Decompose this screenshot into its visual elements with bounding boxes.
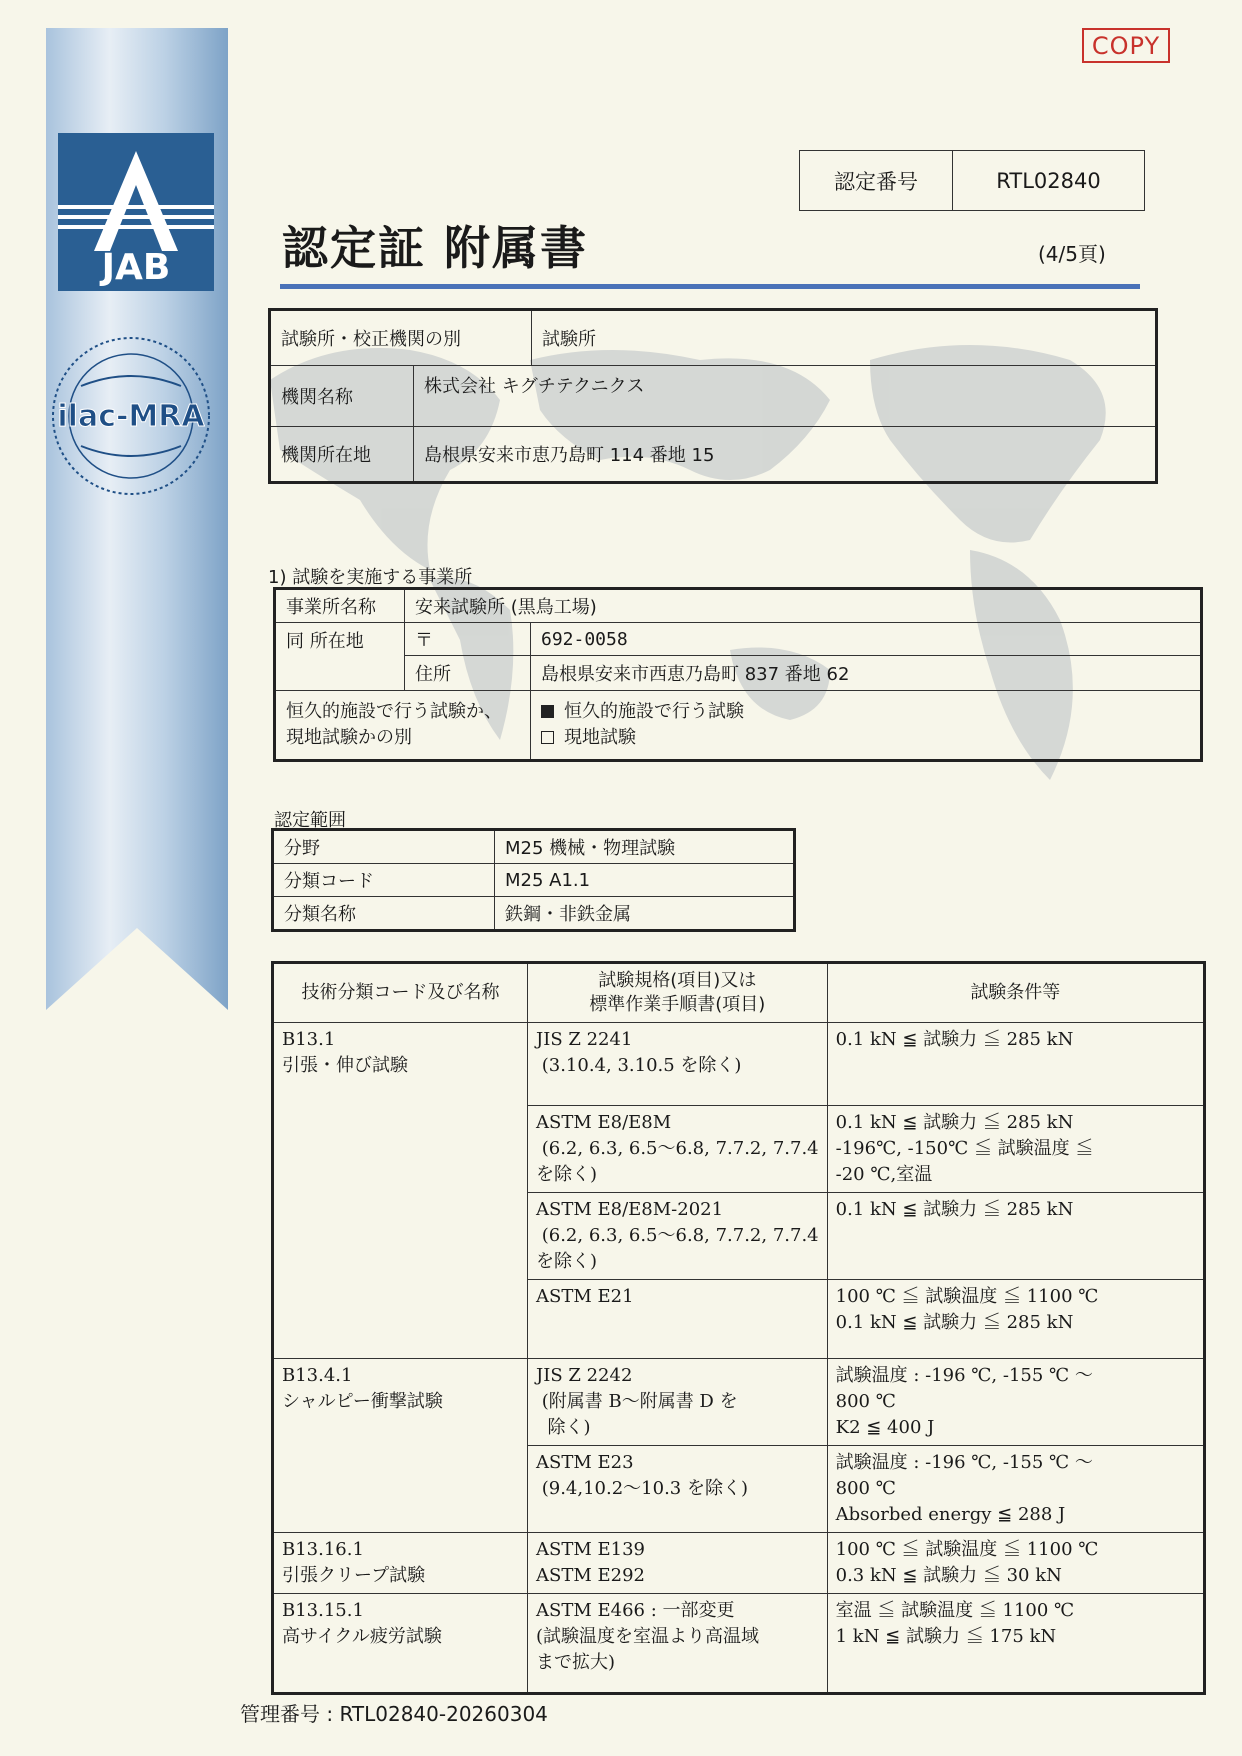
table-row (273, 1533, 1205, 1594)
tests-body (273, 1023, 1205, 1694)
scope-table (271, 828, 796, 932)
standard-cell (528, 1359, 828, 1446)
standard-cell (528, 1023, 828, 1106)
site-name-label: 事業所名称 (275, 589, 405, 623)
organization-table (268, 308, 1158, 484)
tech-name: 引張クリープ試験 (282, 1565, 426, 1586)
standard-line: を除く) (536, 1164, 598, 1185)
site-section-heading: 1) 試験を実施する事業所 (268, 567, 473, 588)
header-standard (528, 963, 828, 1023)
management-number: 管理番号 : RTL02840-20260304 (240, 1702, 548, 1726)
table-row (275, 656, 1202, 691)
option-permanent-label: 恒久的施設で行う試験 (564, 701, 744, 722)
unchecked-box-icon (541, 731, 554, 744)
condition-line: 0.1 kN ≦ 試験力 ≦ 285 kN (835, 1029, 1074, 1050)
table-row (270, 427, 1157, 483)
condition-line: K2 ≦ 400 J (835, 1417, 935, 1438)
standard-cell (528, 1280, 828, 1359)
scope-heading: 認定範囲 (274, 810, 346, 831)
standard-line: (試験温度を室温より高温域 (536, 1626, 760, 1647)
header-tech-code: 技術分類コード及び名称 (273, 963, 528, 1023)
site-table (273, 587, 1203, 762)
site-address-label: 住所 (405, 656, 531, 691)
org-name-value: 株式会社 キグチテクニクス (414, 366, 1157, 427)
condition-line: 0.3 kN ≦ 試験力 ≦ 30 kN (835, 1565, 1062, 1586)
condition-cell (827, 1280, 1204, 1359)
standard-line: 除く) (536, 1417, 591, 1438)
ilac-mra-logo (46, 330, 216, 502)
scope-field-label: 分野 (273, 830, 495, 864)
site-location-label: 同 所在地 (275, 623, 405, 691)
option-onsite (541, 725, 1190, 751)
standard-cell (528, 1106, 828, 1193)
scope-code-label: 分類コード (273, 864, 495, 897)
tech-code: B13.1 (282, 1029, 336, 1050)
scope-category-value: 鉄鋼・非鉄金属 (495, 897, 795, 931)
condition-line: 室温 ≦ 試験温度 ≦ 1100 ℃ (835, 1600, 1075, 1621)
table-row (275, 623, 1202, 656)
cert-number-label: 認定番号 (800, 151, 953, 210)
option-onsite-label: 現地試験 (564, 727, 636, 748)
page-title: 認定証 附属書 (282, 221, 589, 275)
tech-name: 高サイクル疲労試験 (282, 1626, 442, 1647)
condition-line: 0.1 kN ≦ 試験力 ≦ 285 kN (835, 1199, 1074, 1220)
option-permanent (541, 699, 1190, 725)
standard-line: JIS Z 2242 (536, 1365, 633, 1386)
header-standard-line2: 標準作業手順書(項目) (589, 994, 766, 1015)
postal-value: 692-0058 (531, 623, 1202, 656)
standard-line: ASTM E466 : 一部変更 (536, 1600, 735, 1621)
condition-cell (827, 1533, 1204, 1594)
condition-line: -20 ℃,室温 (835, 1164, 933, 1185)
site-name-value: 安来試験所 (黒鳥工場) (405, 589, 1202, 623)
condition-cell (827, 1106, 1204, 1193)
table-row (273, 1594, 1205, 1694)
standard-line: ASTM E292 (536, 1565, 645, 1586)
condition-line: 100 ℃ ≦ 試験温度 ≦ 1100 ℃ (835, 1286, 1099, 1307)
standard-cell (528, 1594, 828, 1694)
test-type-label-line2: 現地試験かの別 (286, 727, 412, 748)
standard-line: JIS Z 2241 (536, 1029, 633, 1050)
org-name-label: 機関名称 (270, 366, 414, 427)
table-row (273, 897, 795, 931)
condition-line: 800 ℃ (835, 1391, 896, 1412)
org-address-value: 島根県安来市恵乃島町 114 番地 15 (414, 427, 1157, 483)
jab-logo (58, 133, 214, 291)
org-type-value: 試験所 (532, 310, 1157, 366)
table-header-row (273, 963, 1205, 1023)
standard-line: (6.2, 6.3, 6.5〜6.8, 7.7.2, 7.7.4 (536, 1225, 819, 1246)
standard-line: まで拡大) (536, 1652, 616, 1673)
table-row (275, 691, 1202, 761)
tests-table (271, 961, 1206, 1695)
tech-name: シャルピー衝撃試験 (282, 1391, 443, 1412)
org-type-label: 試験所・校正機関の別 (270, 310, 532, 366)
standard-line: (9.4,10.2〜10.3 を除く) (536, 1478, 748, 1499)
tech-code-cell (273, 1594, 528, 1694)
table-row (275, 589, 1202, 623)
header-conditions: 試験条件等 (827, 963, 1204, 1023)
standard-line: ASTM E23 (536, 1452, 634, 1473)
checked-box-icon (541, 705, 554, 718)
condition-line: 0.1 kN ≦ 試験力 ≦ 285 kN (835, 1312, 1074, 1333)
test-type-label-line1: 恒久的施設で行う試験か、 (286, 701, 502, 722)
standard-line: ASTM E8/E8M (536, 1112, 672, 1133)
page-number: (4/5頁) (1038, 242, 1106, 266)
ilac-logo-text: ilac-MRA (57, 399, 205, 434)
standard-cell (528, 1446, 828, 1533)
tech-code: B13.15.1 (282, 1600, 364, 1621)
tech-code-cell (273, 1533, 528, 1594)
postal-label: 〒 (405, 623, 531, 656)
tech-code-cell (273, 1023, 528, 1359)
table-row (273, 1023, 1205, 1106)
standard-line: ASTM E139 (536, 1539, 645, 1560)
tech-code-cell (273, 1359, 528, 1533)
standard-line: (6.2, 6.3, 6.5〜6.8, 7.7.2, 7.7.4 (536, 1138, 819, 1159)
condition-line: 100 ℃ ≦ 試験温度 ≦ 1100 ℃ (835, 1539, 1099, 1560)
scope-code-value: M25 A1.1 (495, 864, 795, 897)
cert-number-value: RTL02840 (996, 168, 1101, 193)
standard-cell (528, 1193, 828, 1280)
jab-logo-text: JAB (101, 247, 171, 288)
scope-field-value: M25 機械・物理試験 (495, 830, 795, 864)
condition-cell (827, 1023, 1204, 1106)
condition-line: 試験温度 : -196 ℃, -155 ℃ 〜 (835, 1452, 1093, 1473)
tech-code: B13.4.1 (282, 1365, 353, 1386)
standard-line: (附属書 B〜附属書 D を (536, 1391, 738, 1412)
table-row (273, 1359, 1205, 1446)
title-underline (280, 284, 1140, 289)
table-row (273, 864, 795, 897)
table-row (270, 310, 1157, 366)
condition-line: 800 ℃ (835, 1478, 896, 1499)
copy-stamp: COPY (1082, 28, 1170, 63)
condition-cell (827, 1594, 1204, 1694)
condition-line: 0.1 kN ≦ 試験力 ≦ 285 kN (835, 1112, 1074, 1133)
cert-number-box (799, 150, 1145, 211)
condition-line: 1 kN ≦ 試験力 ≦ 175 kN (835, 1626, 1057, 1647)
header-standard-line1: 試験規格(項目)又は (598, 970, 757, 991)
test-type-label (275, 691, 531, 761)
test-type-options (531, 691, 1202, 761)
standard-line: を除く) (536, 1251, 598, 1272)
scope-category-label: 分類名称 (273, 897, 495, 931)
tech-code: B13.16.1 (282, 1539, 364, 1560)
standard-line: ASTM E8/E8M-2021 (536, 1199, 724, 1220)
site-address-value: 島根県安来市西恵乃島町 837 番地 62 (531, 656, 1202, 691)
standard-line: ASTM E21 (536, 1286, 634, 1307)
condition-line: Absorbed energy ≦ 288 J (835, 1504, 1066, 1525)
table-row (270, 366, 1157, 427)
tech-name: 引張・伸び試験 (282, 1055, 408, 1076)
condition-line: -196℃, -150℃ ≦ 試験温度 ≦ (835, 1138, 1094, 1159)
standard-cell (528, 1533, 828, 1594)
standard-line: (3.10.4, 3.10.5 を除く) (536, 1055, 742, 1076)
condition-cell (827, 1359, 1204, 1446)
condition-cell (827, 1193, 1204, 1280)
condition-cell (827, 1446, 1204, 1533)
org-address-label: 機関所在地 (270, 427, 414, 483)
condition-line: 試験温度 : -196 ℃, -155 ℃ 〜 (835, 1365, 1093, 1386)
table-row (273, 830, 795, 864)
